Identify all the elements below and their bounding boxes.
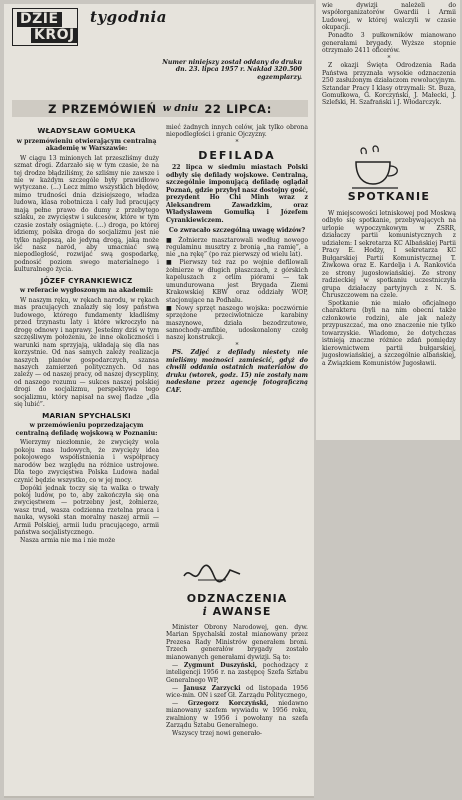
decorations-paragraph: Z okazji Święta Odrodzenia Rada Państwa przyznała wysokie odznaczenia 250 zasłużonym działaczom rewolucyjnym. Sztandar Pracy I klasy otrzymali: St. Buza, Gomułkowa, G. Korczyński, J. Małecki, J. Szlefski, H. Szafrański i J. Włodarczyk. bbox=[322, 62, 456, 107]
bottom-edge bbox=[4, 796, 314, 798]
spotkanie-body-1: W miejscowości letniskowej pod Moskwą odbyło się spotkanie, przebywających na urlopie wypoczynkowym w ZSRR, działaczy partii komunistycznych z udziałem: I sekretarza KC Albańskiej Partii Pracy E. Hodży, I sekretarza KC Bułgarskiej Partii Komunistycznej T. Żiwkowa oraz E. Kardelja i A. Rankovića ze strony jugosłowiańskiej. Ze strony radzieckiej w spotkaniu uczestniczyła grupa działaczy partyjnych z N. S. Chruszczowem na czele. bbox=[322, 210, 456, 299]
speeches-banner bbox=[12, 100, 308, 117]
defilada-point-2 bbox=[166, 259, 308, 304]
banner-left: Z PRZEMÓWIEŃ bbox=[48, 101, 157, 116]
spotkanie-body-2: Spotkanie nie miało oficjalnego charakteru (byli na nim obecni także członkowie rodzin), ale jak należy przypuszczać, ma ono znaczenie nie tylko towarzyskie. Wiadomo, że dotychczas istnieją znaczne różnice zdań pomiędzy kierownictwem partii bułgarskiej, jugosłowiańskiej, a szczególnie albańskiej, a Związkiem Komunistów Jugosławii. bbox=[322, 299, 456, 367]
spotkanie-title: SPOTKANIE bbox=[347, 190, 431, 203]
spychalski-body-2: Dopóki jednak toczy się ta walka o trwały pokój ludów, po to, aby zakończyła się ona zwycięstwem — potrzebny jest, żołnierze, wasz trud, wasza codzienna rzetelna praca i nauka, wysoki stan moralny naszej armii — Armii Polskiej, armii ludu pracującego, armii państwa socjalistycznego. bbox=[14, 484, 159, 537]
odznaczenia-intro: Minister Obrony Narodowej, gen. dyw. Marian Spychalski został mianowany przez Prezesa Rady Ministrów generałem broni. Trzech generałów brygady zostało mianowanych generałami dywizji. Są to: bbox=[166, 624, 308, 661]
point-2-text: Pierwszy też raz po wojnie defilowali żołnierze w długich płaszczach, z górskich kapeluszach z orlim piórami — tak umundurowana jest Brygada Ziemi Krakowskiej KBW oraz oddziały WOP, stacjonujące na Podhalu. bbox=[166, 259, 308, 304]
spychalski-name: MARIAN SPYCHALSKI bbox=[42, 410, 131, 420]
bullet-square-icon: ■ bbox=[166, 304, 173, 312]
cup-doodle-icon bbox=[348, 144, 408, 192]
cyrankiewicz-name: JÓZEF CYRANKIEWICZ bbox=[40, 275, 133, 285]
gomulka-lead: w przemówieniu otwierającym centralną akademię w Warszawie: bbox=[16, 137, 157, 153]
generals-continuation: wie dywizji należeli do współorganizatorów Gwardii i Armii Ludowej, w której walczyli w czasie okupacji. bbox=[322, 2, 456, 32]
cyrankiewicz-body: W naszym ręku, w rękach narodu, w rękach mas pracujących znalazły się losy państwa ludowego, którego fundamenty kładliśmy przed trzynastu laty i które wkroczyło na drogę odnowy i naprawy. Jesteśmy dziś w tym szczęśliwym położeniu, że inne okoliczności i warunki nam sprzyjają, układają się dla nas korzystnie. Od nas samych zależy realizacja naszych planów gospodarczych, szansa naszych zamierzeń politycznych. Od nas zależy — od naszej pracy, od naszej dyscypliny, od naszego rozumu — sukces naszej polskiej drogi do socjalizmu, perspektywa tego socjalizmu, który napisał na swej fladze „dla się lubić”. bbox=[14, 296, 159, 409]
spychalski-body-3: Nasza armia nie ma i nie może bbox=[20, 537, 116, 545]
series-title: tygodnia bbox=[90, 8, 167, 26]
column-speeches bbox=[14, 124, 159, 545]
column-odznaczenia bbox=[166, 624, 308, 738]
separator-star: * bbox=[235, 342, 239, 350]
side-column-spotkanie bbox=[322, 210, 456, 368]
general-2: — Janusz Zarzycki od listopada 1956 wice-min. ON i szef Gł. Zarządu Politycznego, bbox=[166, 684, 309, 700]
general-1-name: Zygmunt Duszyński, bbox=[183, 661, 257, 669]
bullet-square-icon: ■ bbox=[166, 236, 175, 244]
general-3-name: Grzegorz Korczyński, bbox=[187, 700, 269, 708]
issue-note: Numer niniejszy został oddany do druku dn. 23. lipca 1957 r. Nakład 320.500 egzemplarzy. bbox=[162, 59, 302, 81]
odznaczenia-title-i: i bbox=[202, 605, 208, 618]
separator-star: * bbox=[235, 139, 239, 147]
general-2-name: Janusz Zarzycki bbox=[183, 684, 241, 692]
odznaczenia-title bbox=[167, 592, 307, 618]
general-2-text: od listopada 1956 wice-min. ON i szef Gł. Zarządu Politycznego, bbox=[166, 684, 309, 700]
odznaczenia-title-line1: ODZNACZENIA bbox=[186, 592, 288, 605]
promotions-paragraph: Ponadto 3 pułkowników mianowano generałami brygady. Wyższe stopnie otrzymało 2411 oficerów. bbox=[322, 32, 456, 55]
defilada-question: Co zwracało szczególną uwagę widzów? bbox=[168, 227, 306, 235]
cyrankiewicz-lead: w referacie wygłoszonym na akademii: bbox=[19, 287, 154, 295]
general-3: — Grzegorz Korczyński, niedawno mianowany szefem wywiadu w 1956 roku, zwalniony w 1956 i powołany na szefa Zarządu Sztabu Generalnego. bbox=[166, 700, 309, 730]
side-column-top bbox=[322, 2, 456, 107]
separator-star: * bbox=[387, 55, 391, 63]
logo bbox=[12, 8, 78, 46]
signature-doodle-icon bbox=[180, 562, 244, 586]
odznaczenia-tail: Wszyscy trzej nowi generało- bbox=[172, 730, 262, 738]
side-clipping bbox=[316, 0, 460, 440]
gomulka-name: WŁADYSŁAW GOMUŁKA bbox=[37, 126, 136, 135]
general-1: — Zygmunt Duszyński, pochodzący z inteligencji 1956 r. na zastępcę Szefa Sztabu Generalnego WP, bbox=[166, 661, 309, 684]
point-1-text: Żołnierze masztarowali według nowego regulaminu musztry z bronią „na ramię”, a nie „na rękę” (po raz pierwszy od wielu lat). bbox=[166, 236, 308, 259]
defilada-body: 22 lipca w siedmiu miastach Polski odbyły się defilady wojskowe. Centralną, szczególnie imponującą defiladę oglądał Poznań, gdzie przybył nasz dostojny gość, prezydent Ho Chi Minh wraz z Aleksandrem Zawadzkim, oraz Władysławem Gomułką i Józefem Cyrankiewiczem. bbox=[166, 164, 308, 224]
general-1-text: pochodzący z inteligencji 1956 r. na zastępcę Szefa Sztabu Generalnego WP, bbox=[166, 661, 309, 684]
point-3-text: Nowy sprzęt naszego wojska: poczwórnie sprzężone przeciwlotnicze karabiny maszynowe, działa bezodrzutowe, samochody-amfibie, udoskonalony czołg naszej konstrukcji. bbox=[166, 304, 308, 342]
bullet-square-icon: ■ bbox=[166, 259, 175, 267]
ps-note: PS. Zdjęć z defilady niestety nie mieliśmy możności zamieścić, gdyż do chwili oddania ostatnich materiałów do druku (wtorek, godz. 15) nie zostały nam nadesłane przez agencję fotograficzną CAF. bbox=[166, 349, 308, 394]
logo-line-2: KRÓJ bbox=[31, 28, 78, 43]
logo-line-1: DZIE bbox=[17, 12, 62, 27]
speech-continuation: mieć żadnych innych celów, jak tylko obrona niepodległości i granic Ojczyzny. bbox=[166, 124, 308, 139]
defilada-point-3 bbox=[166, 305, 308, 342]
odznaczenia-title-line2: AWANSE bbox=[212, 605, 272, 618]
general-3-text: niedawno mianowany szefem wywiadu w 1956 roku, zwalniony w 1956 i powołany na szefa Zarządu Sztabu Generalnego. bbox=[166, 700, 309, 730]
defilada-title: DEFILADA bbox=[198, 149, 276, 163]
banner-middle: w dniu bbox=[162, 103, 199, 114]
defilada-point-1 bbox=[166, 237, 308, 259]
banner-right: 22 LIPCA: bbox=[204, 101, 272, 116]
spychalski-body-1: Wierzymy niezłomnie, że zwycięży wola pokoju mas ludowych, że zwycięży idea pokojowego współistnienia i współpracy narodów bez względu na różnice ustrojowe. Dla tego zwycięstwa Polska Ludowa nadal czynić będzie wszystko, co w jej mocy. bbox=[14, 439, 159, 484]
gomulka-body: W ciągu 13 minionych lat przeszliśmy duży szmat drogi. Zdarzało się w tym czasie, że na tej drodze błądziliśmy, że szliśmy nie zawsze i nie w każdym szczególe były prawidłowo wytyczane. (...) Lecz mimo wszystkich błędów, mimo trudności dnia dzisiejszego, władza ludowa, klasa robotnicza i cały lud pracujący mają pełne prawo do dumy z przebytego szlaku, ze zwycięstw i sukcesów, które w tym czasie zostały osiągnięte. (...) droga, po której idziemy, polska droga do socjalizmu jest nie tylko najlepszą, ale jedyną drogą, jaką może iść nasz naród, aby umacniać swą niepodległość, rozwijać swą gospodarkę, podnosić poziom swego materialnego i kulturalnego życia. bbox=[14, 154, 159, 274]
main-clipping bbox=[4, 4, 314, 798]
spychalski-lead: w przemówieniu poprzedzającym centralną defiladę wojskową w Poznaniu: bbox=[15, 422, 158, 437]
column-defilada bbox=[166, 124, 308, 395]
